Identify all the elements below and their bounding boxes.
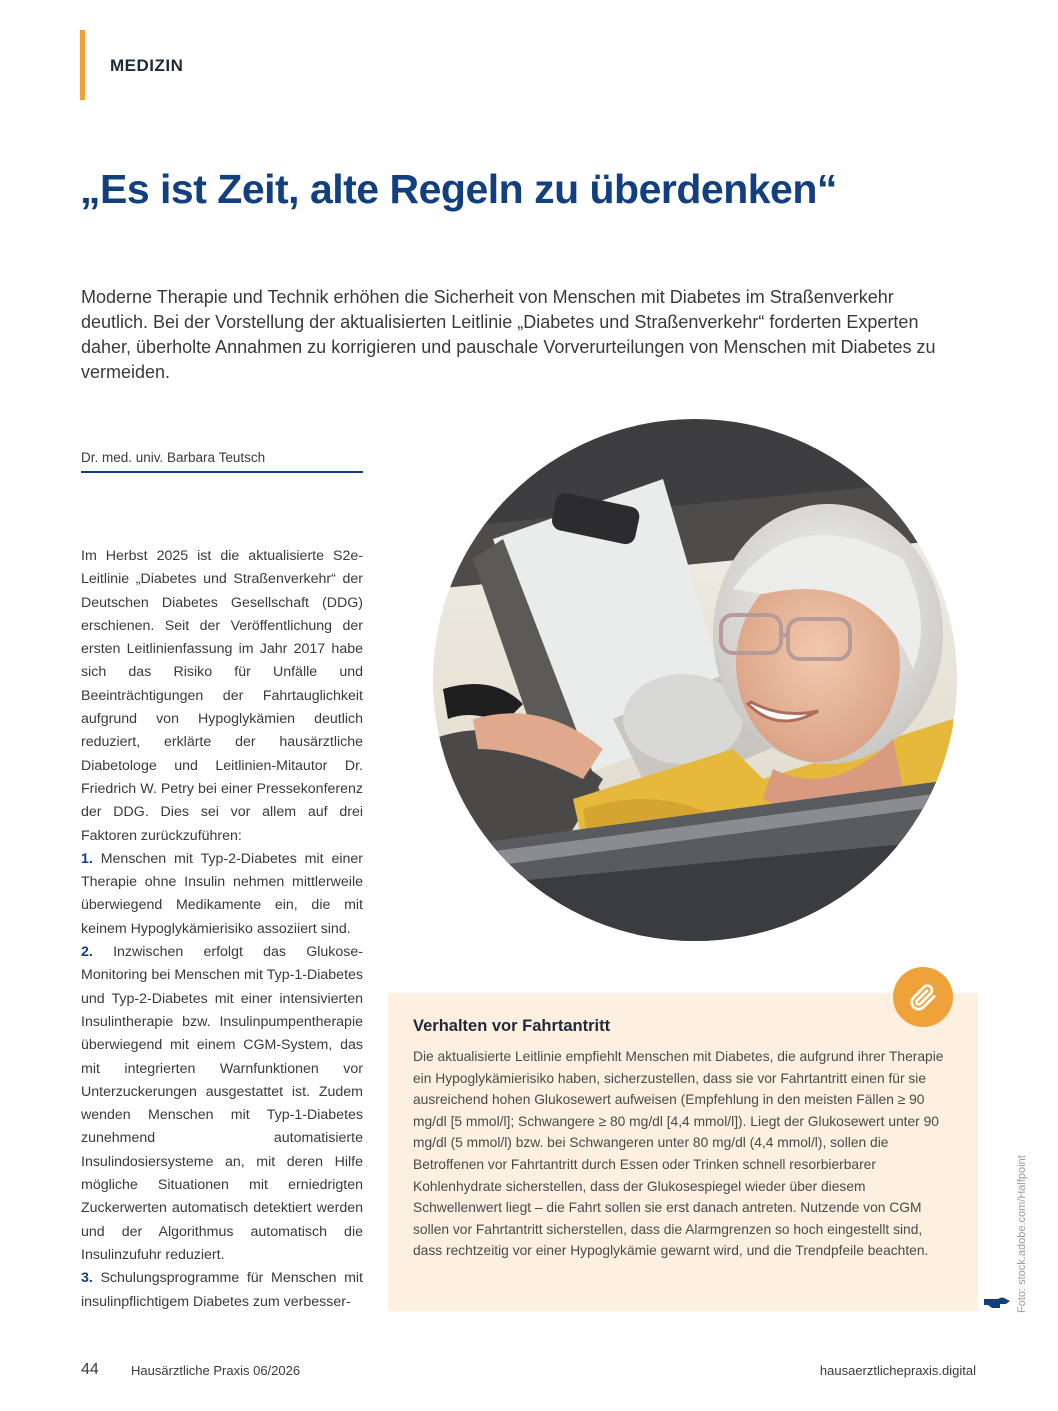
section-accent-bar (80, 30, 85, 100)
info-box-title: Verhalten vor Fahrtantritt (413, 1017, 611, 1035)
body-column (81, 545, 363, 1314)
photo-credit: Foto: stock.adobe.com/Halfpoint (1016, 1155, 1028, 1313)
lead-paragraph: Moderne Therapie und Technik erhöhen die Sicherheit von Menschen mit Diabetes im Straßenverkehr deutlich. Bei der Vorstellung der aktualisierten Leitlinie „Diabetes und Straßenverkehr“ forderten Experten daher, überholte Annahmen zu korrigieren und pauschale Vorverurteilungen von Menschen mit Diabetes zu vermeiden. (81, 287, 936, 382)
publication-url[interactable]: hausaerztlichepraxis.digital (819, 1363, 976, 1378)
section-label: MEDIZIN (110, 56, 184, 75)
point-text: Menschen mit Typ-2-Diabetes mit einer Therapie ohne Insulin nehmen mittlerweile überwiegend Medikamente ein, die mit keinem Hypoglykämierisiko assoziiert sind. (81, 850, 363, 937)
point-number: 2. (81, 944, 93, 961)
point-number: 3. (81, 1270, 93, 1287)
info-box-text: Die aktualisierte Leitlinie empfiehlt Menschen mit Diabetes, die aufgrund ihrer Therapie ein Hypoglykämierisiko haben, sicherzustellen, dass sie vor Fahrtantritt einen für sie ausreichend hohen Glukosewert aufweisen (Empfehlung in den meisten Fällen ≥ 90 mg/dl [5 mmol/l]; Schwangere ≥ 80 mg/dl [4,4 mmol/l]). Liegt der Glukosewert unter 90 mg/dl (5 mmol/l) bzw. bei Schwangeren unter 80 mg/dl (4,4 mmol/l), sollen die Betroffenen vor Fahrtantritt durch Essen oder Trinken schnell resorbierbarer Kohlenhydrate sicherstellen, dass der Glukosespiegel wieder über diesem Schwellenwert liegt – die Fahrt sollen sie erst danach antreten. Nutzende von CGM sollen vor Fahrtantritt sicherstellen, dass die Alarmgrenzen so hoch eingestellt sind, dass rechtzeitig vor einer Hypoglykämie gewarnt wird, und die Trendpfeile beachten. (413, 1049, 944, 1259)
photo-elderly-woman-driving (433, 419, 957, 941)
point-text: Inzwischen erfolgt das Glukose-Monitoring bei Menschen mit Typ-1-Diabetes und Typ-2-Diabetes mit einer intensivierten Insulintherapie bzw. Insulinpumpentherapie überwiegend mit einem CGM-System, das mit integrierten Warnfunktionen vor Unterzuckerungen ausgestattet ist. Zudem wenden Menschen mit Typ-1-Diabetes zunehmend automatisierte Insulindosiersysteme an, mit deren Hilfe mögliche Situationen mit erniedrigten Zuckerwerten automatisch detektiert werden und der Algorithmus automatisch die Insulinzufuhr reduziert. (81, 944, 363, 1263)
author-byline: Dr. med. univ. Barbara Teutsch (81, 450, 363, 473)
pointing-hand-icon (984, 1296, 1010, 1310)
point-text: Schulungsprogramme für Menschen mit insulinpflichtigem Diabetes zum verbesser- (81, 1270, 363, 1310)
page-number: 44 (81, 1361, 99, 1378)
article-photo (433, 419, 957, 941)
info-box (388, 993, 978, 1311)
body-point-1 (81, 848, 363, 941)
publication-name: Hausärztliche Praxis 06/2026 (131, 1363, 301, 1378)
body-intro: Im Herbst 2025 ist die aktualisierte S2e-Leitlinie „Diabetes und Straßenverkehr“ der Deutschen Diabetes Gesellschaft (DDG) erschienen. Seit der Veröffentlichung der ersten Leitlinienfassung im Jahr 2017 habe sich das Risiko für Unfälle und Beeinträchtigungen der Fahrtauglichkeit aufgrund von Hypoglykämien deutlich reduziert, erklärte der hausärztliche Diabetologe und Leitlinien-Mitautor Dr. Friedrich W. Petry bei einer Pressekonferenz der DDG. Dies sei vor allem auf drei Faktoren zurückzuführen: (81, 548, 363, 844)
body-point-3 (81, 1267, 363, 1314)
point-number: 1. (81, 850, 93, 867)
body-point-2 (81, 941, 363, 1267)
headline: „Es ist Zeit, alte Regeln zu überdenken“ (80, 166, 837, 212)
paperclip-icon (893, 967, 953, 1027)
